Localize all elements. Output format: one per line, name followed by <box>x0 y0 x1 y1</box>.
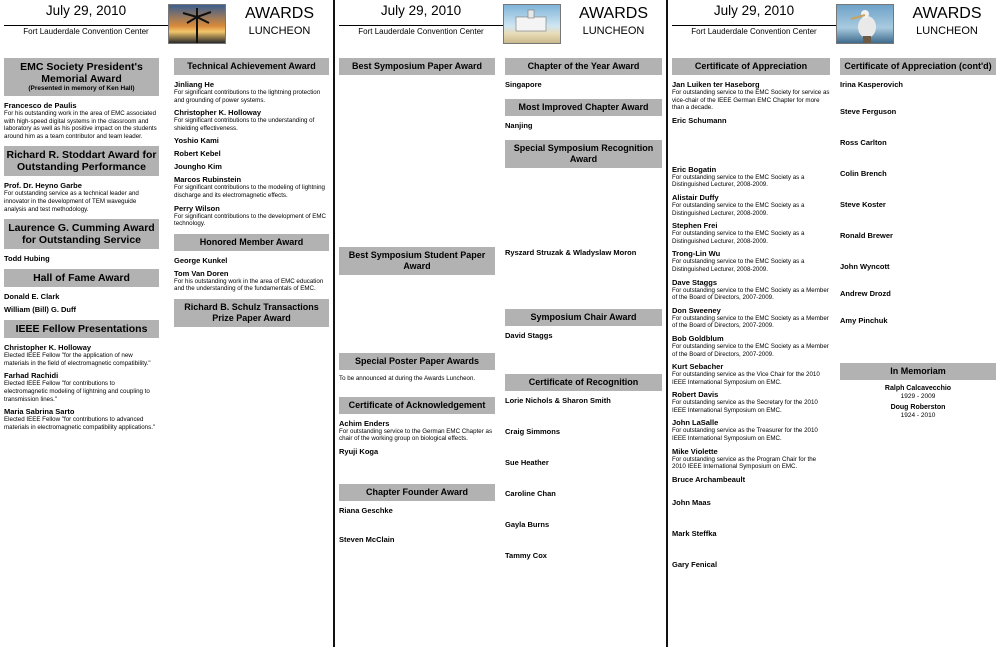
award-recipient: Alistair Duffy <box>672 192 719 202</box>
section-header: Chapter Founder Award <box>339 484 495 501</box>
section-title: EMC Society President's Memorial Award <box>20 61 143 85</box>
award-citation: For significant contributions to the modeling of lightning discharge and its electromagnetic effects. <box>174 184 325 199</box>
column-5 <box>668 52 834 569</box>
award-recipient: Andrew Drozd <box>840 289 891 298</box>
poster-announcement: To be announced at during the Awards Luncheon. <box>339 375 476 382</box>
award-recipient: Nanjing <box>505 121 533 130</box>
section-header: IEEE Fellow Presentations <box>4 320 159 338</box>
awards-heading: AWARDS <box>578 5 649 22</box>
beach-lighthouse-photo <box>503 4 561 44</box>
luncheon-heading: LUNCHEON <box>248 25 311 37</box>
section-header: Hall of Fame Award <box>4 269 159 287</box>
award-recipient: Riana Geschke <box>339 505 393 515</box>
award-recipient: Jan Luiken ter Haseborg <box>672 80 760 89</box>
award-recipient: Robert Davis <box>672 390 719 400</box>
award-citation: For outstanding service to the EMC Society as a Member of the Board of Directors, 2007-2009. <box>672 314 829 330</box>
award-citation: For outstanding service to the EMC Society as a Distinguished Lecturer, 2008-2009. <box>672 230 805 245</box>
award-recipient: Gayla Burns <box>505 520 550 529</box>
award-recipient: Eric Schumann <box>672 115 727 125</box>
award-recipient: Christopher K. Holloway <box>4 343 92 353</box>
award-recipient: Colin Brench <box>840 169 887 178</box>
award-recipient: Achim Enders <box>339 418 390 428</box>
award-recipient: Singapore <box>505 80 542 89</box>
section-header: Most Improved Chapter Award <box>505 99 662 116</box>
luncheon-heading: LUNCHEON <box>582 25 645 37</box>
memoriam-entry <box>840 404 996 420</box>
award-recipient: Ryuji Koga <box>339 446 379 456</box>
award-recipient: Prof. Dr. Heyno Garbe <box>4 181 82 191</box>
section-subtitle: (Presented in memory of Ken Hall) <box>28 85 135 92</box>
award-recipient: Steve Ferguson <box>840 107 897 116</box>
award-recipient: Lorie Nichols & Sharon Smith <box>505 396 611 405</box>
award-recipient: Jinliang He <box>174 80 215 89</box>
award-recipient: Eric Bogatin <box>672 164 717 174</box>
section-header: Symposium Chair Award <box>505 309 662 326</box>
award-citation: For his outstanding work in the area of EMC associated with high-speed digital systems in the classroom and laboratory as well as his positive impact on the students around him as a team contributor and team leader. <box>4 110 157 140</box>
section-header: Certificate of Recognition <box>505 374 662 391</box>
award-recipient: Mike Violette <box>672 446 718 456</box>
palm-sunset-photo <box>168 4 226 44</box>
award-recipient: Stephen Frei <box>672 221 718 231</box>
section-header: Certificate of Appreciation (cont'd) <box>840 58 996 75</box>
award-recipient: Ross Carlton <box>840 138 887 147</box>
award-citation: For outstanding service to the EMC Society as a Member of the Board of Directors, 2007-2009. <box>672 342 829 358</box>
award-recipient: Robert Kebel <box>174 149 221 159</box>
award-citation: For outstanding service to the EMC Society as a Distinguished Lecturer, 2008-2009. <box>672 201 805 217</box>
awards-heading: AWARDS <box>244 5 315 22</box>
award-recipient: Yoshio Kami <box>174 136 219 146</box>
award-recipient: Steven McClain <box>339 534 395 544</box>
award-recipient: Amy Pinchuk <box>840 316 888 325</box>
award-recipient: Francesco de Paulis <box>4 101 77 110</box>
award-recipient: Trong-Lin Wu <box>672 249 721 259</box>
memoriam-years: 1929 - 2009 <box>900 393 936 400</box>
column-6 <box>836 52 1000 420</box>
award-recipient: Tammy Cox <box>505 551 547 560</box>
award-citation: For outstanding service to the EMC Society for service as vice-chair of the IEEE German EMC Chapter for more than a decade. <box>672 89 830 112</box>
memoriam-name: Doug Roberston <box>890 404 946 411</box>
award-recipient: Maria Sabrina Sarto <box>4 407 75 417</box>
award-recipient: John LaSalle <box>672 418 719 428</box>
award-recipient: Dave Staggs <box>672 277 718 287</box>
section-header: Certificate of Appreciation <box>672 58 830 75</box>
award-citation: Elected IEEE Fellow "for the application of new materials in the field of electromagnetic compatibility." <box>4 352 151 367</box>
award-recipient: William (Bill) G. Duff <box>4 305 77 315</box>
pelican-photo <box>836 4 894 44</box>
award-citation: Elected IEEE Fellow "for contributions to advanced materials in electromagnetic compatibility applications." <box>4 416 156 431</box>
event-location: Fort Lauderdale Convention Center <box>339 25 503 36</box>
event-location: Fort Lauderdale Convention Center <box>672 25 836 36</box>
section-header: Richard R. Stoddart Award for Outstanding Performance <box>4 146 159 176</box>
memoriam-name: Ralph Calcavecchio <box>884 385 952 392</box>
event-date: July 29, 2010 <box>713 3 795 18</box>
column-4 <box>501 52 666 560</box>
section-header: Best Symposium Paper Award <box>339 58 495 75</box>
award-recipient: Kurt Sebacher <box>672 362 724 372</box>
section-header: Laurence G. Cumming Award for Outstanding Service <box>4 219 159 249</box>
award-citation: For significant contributions to the understanding of shielding effectiveness. <box>174 117 315 132</box>
award-recipient: Steve Koster <box>840 200 886 209</box>
award-recipient: Todd Hubing <box>4 254 50 264</box>
memoriam-entry <box>840 385 996 401</box>
column-2 <box>170 52 333 332</box>
column-3 <box>335 52 499 544</box>
award-recipient: Don Sweeney <box>672 305 721 315</box>
award-recipient: George Kunkel <box>174 255 228 265</box>
award-recipient: Farhad Rachidi <box>4 371 59 381</box>
award-citation: For outstanding service to the EMC Society as a Member of the Board of Directors, 2007-2009. <box>672 286 829 302</box>
award-citation: Elected IEEE Fellow "for contributions to electromagnetic modeling of lightning and coupling to transmission lines." <box>4 380 150 403</box>
section-header <box>4 58 159 96</box>
lighthouse-icon <box>504 5 560 43</box>
event-location: Fort Lauderdale Convention Center <box>4 25 168 36</box>
award-recipient: Craig Simmons <box>505 427 561 436</box>
award-citation: For outstanding service as the Secretary for the 2010 IEEE International Symposium on EMC. <box>672 399 818 414</box>
section-header: Richard B. Schulz Transactions Prize Paper Award <box>174 299 329 327</box>
section-header: In Memoriam <box>840 363 996 380</box>
award-recipient: John Maas <box>672 497 711 507</box>
memoriam-years: 1924 - 2010 <box>900 412 936 419</box>
section-header: Chapter of the Year Award <box>505 58 662 75</box>
award-citation: For outstanding service as the Treasurer for the 2010 IEEE International Symposium on EMC. <box>672 427 818 443</box>
award-citation: For outstanding service as the Vice Chair for the 2010 IEEE International Symposium on EMC. <box>672 371 820 386</box>
award-recipient: Mark Steffka <box>672 528 717 538</box>
award-recipient: Perry Wilson <box>174 203 220 213</box>
award-recipient: Donald E. Clark <box>4 292 60 302</box>
award-citation: For outstanding service to the EMC Society as a Distinguished Lecturer, 2008-2009. <box>672 173 805 189</box>
award-citation: For significant contributions to the development of EMC technology. <box>174 212 327 228</box>
event-date: July 29, 2010 <box>45 3 127 18</box>
award-recipient: Bruce Archambeault <box>672 474 746 484</box>
award-recipient: Bob Goldblum <box>672 333 724 343</box>
event-date: July 29, 2010 <box>380 3 462 18</box>
award-citation: For his outstanding work in the area of EMC education and the understanding of the fundamentals of EMC. <box>174 277 324 293</box>
column-1 <box>0 52 163 431</box>
program-panel-left <box>0 0 333 647</box>
award-citation: For outstanding service to the German EMC Chapter as chair of the working group on biological effects. <box>339 427 493 443</box>
award-recipient: Gary Fenical <box>672 559 718 569</box>
award-recipient: Christopher K. Holloway <box>174 108 262 118</box>
award-recipient: Marcos Rubinstein <box>174 175 242 185</box>
section-header: Certificate of Acknowledgement <box>339 397 495 414</box>
award-citation: For outstanding service to the EMC Society as a Distinguished Lecturer, 2008-2009. <box>672 258 805 273</box>
award-recipient: John Wyncott <box>840 262 890 271</box>
section-header: Best Symposium Student Paper Award <box>339 247 495 275</box>
award-citation: For outstanding service as the Program Chair for the 2010 IEEE International Symposium on EMC. <box>672 455 817 471</box>
award-recipient: David Staggs <box>505 331 553 340</box>
section-header: Special Symposium Recognition Award <box>505 140 662 168</box>
program-panel-right <box>668 0 1000 647</box>
award-recipient: Sue Heather <box>505 458 549 467</box>
award-recipient: Irina Kasperovich <box>840 80 903 89</box>
pelican-icon <box>837 5 893 43</box>
section-header: Technical Achievement Award <box>174 58 329 75</box>
section-header: Honored Member Award <box>174 234 329 251</box>
award-recipient: Caroline Chan <box>505 489 556 498</box>
program-panel-middle <box>335 0 666 647</box>
palm-tree-icon <box>169 5 225 43</box>
award-recipient: Tom Van Doren <box>174 268 229 278</box>
awards-heading: AWARDS <box>912 5 982 22</box>
award-recipient: Joungho Kim <box>174 162 222 172</box>
award-citation: For outstanding service as a technical leader and innovator in the development of TEM waveguide analysis and test methodology. <box>4 190 139 213</box>
luncheon-heading: LUNCHEON <box>916 25 978 37</box>
section-header: Special Poster Paper Awards <box>339 353 495 370</box>
award-citation: For significant contributions to the lightning protection and grounding of power systems. <box>174 89 321 104</box>
award-recipient: Ronald Brewer <box>840 231 893 240</box>
award-recipient: Ryszard Struzak & Wladyslaw Moron <box>505 248 637 257</box>
